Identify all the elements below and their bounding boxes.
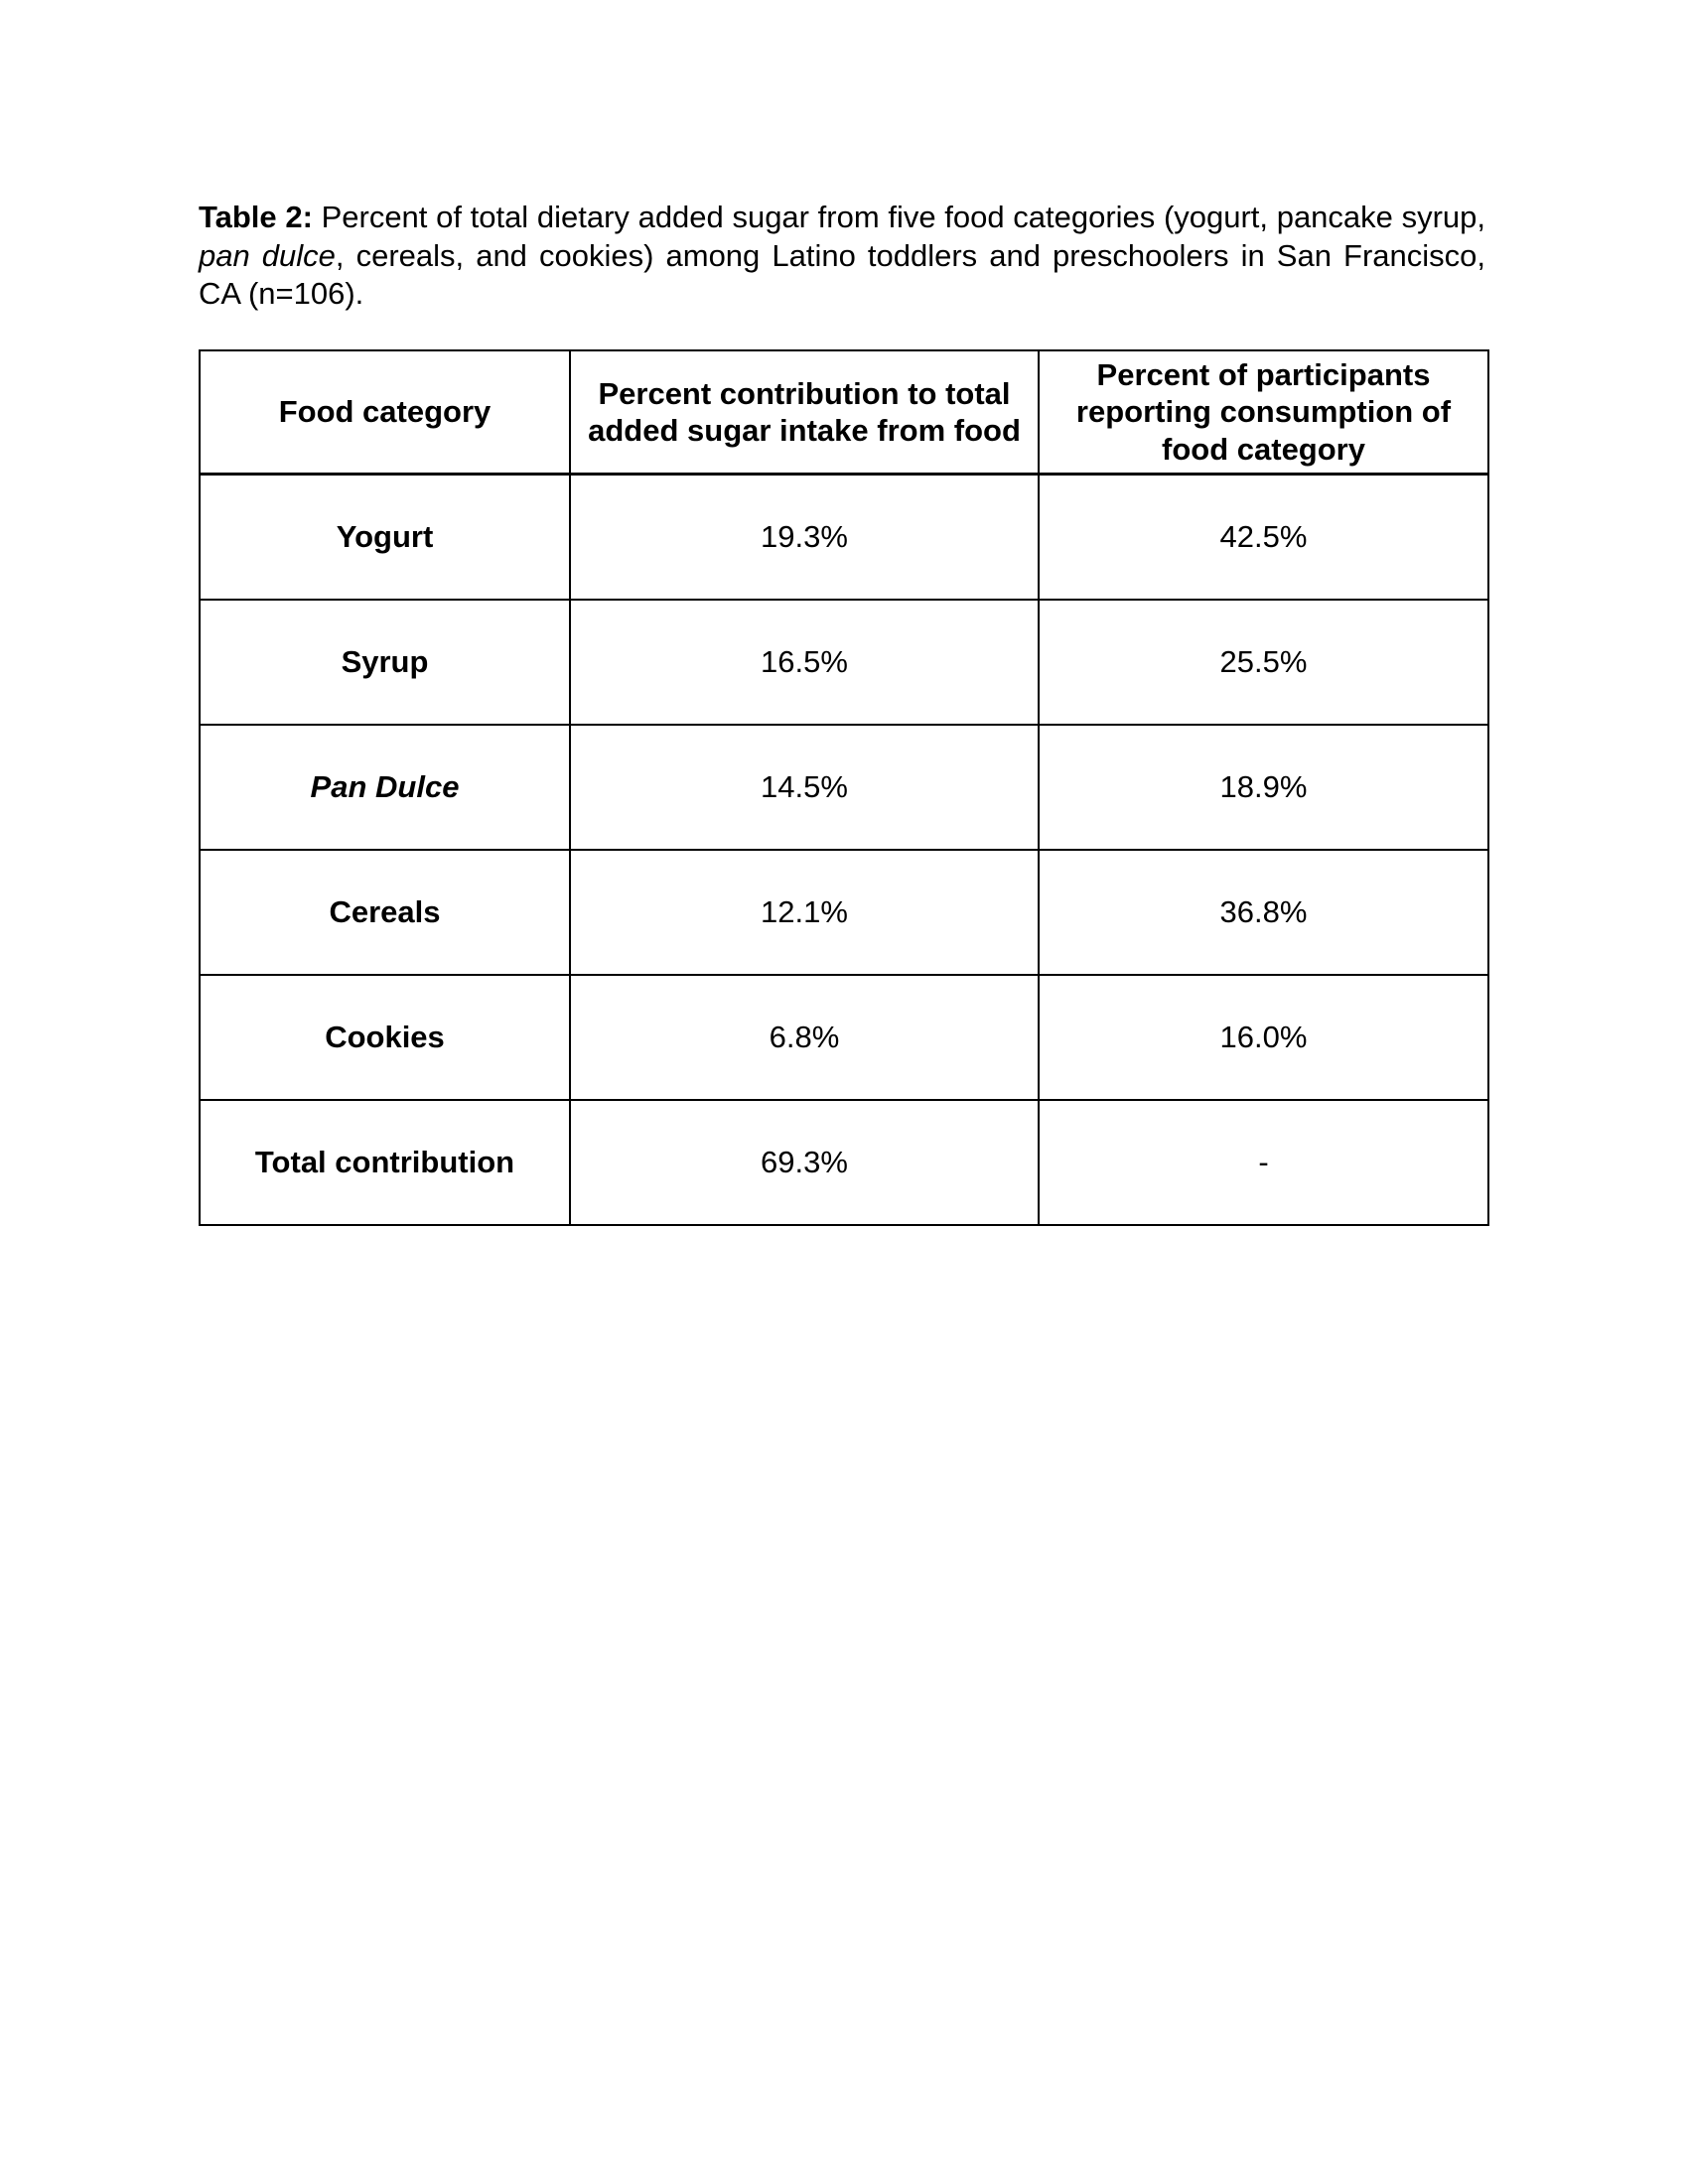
row-category: Cookies (200, 975, 570, 1100)
row-category: Cereals (200, 850, 570, 975)
table-row (200, 975, 1488, 1100)
row-contribution: 19.3% (570, 475, 1039, 601)
row-participants: 18.9% (1039, 725, 1488, 850)
row-contribution: 12.1% (570, 850, 1039, 975)
table-row (200, 600, 1488, 725)
table-row-total (200, 1100, 1488, 1225)
row-category: Yogurt (200, 475, 570, 601)
row-category: Pan Dulce (200, 725, 570, 850)
table-row (200, 475, 1488, 601)
caption-text-part2: , cereals, and cookies) among Latino toddlers and preschoolers in San Francisco, CA (n=106). (199, 237, 1485, 311)
row-contribution: 69.3% (570, 1100, 1039, 1225)
row-participants: 16.0% (1039, 975, 1488, 1100)
table-body (200, 475, 1488, 1226)
table-caption (199, 199, 1485, 314)
row-category: Syrup (200, 600, 570, 725)
row-participants: 25.5% (1039, 600, 1488, 725)
row-category: Total contribution (200, 1100, 570, 1225)
row-contribution: 6.8% (570, 975, 1039, 1100)
header-percent-participants: Percent of participants reporting consumption of food category (1039, 350, 1488, 475)
row-participants: - (1039, 1100, 1488, 1225)
added-sugar-table (199, 349, 1489, 1226)
table-row (200, 850, 1488, 975)
header-food-category: Food category (200, 350, 570, 475)
caption-italic-term: pan dulce (199, 237, 336, 273)
caption-text-part1: Percent of total dietary added sugar from five food categories (yogurt, pancake syrup, (312, 200, 1485, 234)
table-row (200, 725, 1488, 850)
header-row (200, 350, 1488, 475)
table-header (200, 350, 1488, 475)
row-contribution: 14.5% (570, 725, 1039, 850)
row-contribution: 16.5% (570, 600, 1039, 725)
caption-label: Table 2: (199, 200, 313, 234)
header-percent-contribution: Percent contribution to total added sugar intake from food (570, 350, 1039, 475)
row-participants: 36.8% (1039, 850, 1488, 975)
row-participants: 42.5% (1039, 475, 1488, 601)
